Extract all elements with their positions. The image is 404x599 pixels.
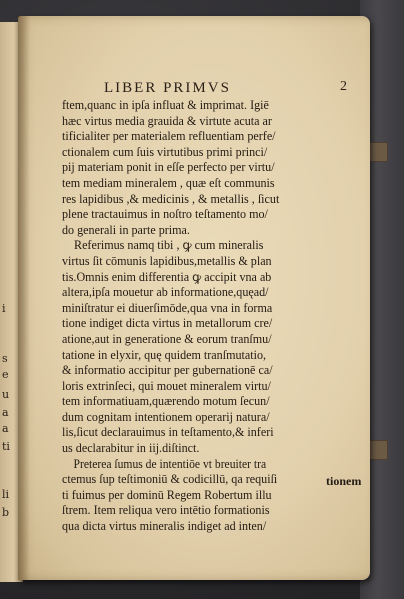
margin-fragment: i bbox=[2, 302, 6, 315]
text-line: tem mediam mineralem , quæ eſt communis bbox=[62, 175, 275, 190]
text-line: atione,aut in generatione & eorum tranſmu/ bbox=[62, 331, 272, 346]
margin-fragment: a bbox=[2, 406, 9, 419]
text-line: dum cognitam intentionem operarij natura/ bbox=[62, 409, 270, 424]
body-text bbox=[62, 98, 358, 535]
text-line: ctionalem cum ſuis virtutibus primi princi/ bbox=[62, 144, 268, 159]
page-gutter-shadow bbox=[18, 16, 30, 580]
text-line: altera,ipſa mouetur ab informatione,quęad/ bbox=[62, 285, 269, 300]
text-line: tificialiter per materialem refluentiam perfe/ bbox=[62, 129, 276, 144]
paragraph-continuation bbox=[62, 254, 358, 457]
text-line: tem informatiuam,quærendo motum ſecun/ bbox=[62, 394, 270, 409]
margin-fragment: a bbox=[2, 422, 9, 435]
text-line: res lapidibus ,& medicinis , & metallis , ſicut bbox=[62, 191, 280, 206]
text-line: ctemus ſup teſtimoniū & codicillū, qa requiſi bbox=[62, 472, 278, 487]
paragraph bbox=[62, 98, 358, 238]
margin-fragment: li bbox=[2, 488, 10, 501]
text-line: pij materiam ponit in eſſe perfecto per virtu/ bbox=[62, 160, 275, 175]
text-line: loris extrinſeci, qui mouet mineralem virtu/ bbox=[62, 378, 271, 393]
text-line: Referimus namq tibi , ꝙ cum mineralis bbox=[74, 238, 264, 253]
paragraph bbox=[62, 457, 358, 535]
paragraph bbox=[62, 238, 358, 254]
text-line: tis.Omnis enim differentia ꝙ accipit vna ab bbox=[62, 269, 272, 284]
text-line: ſtrem. Item reliqua vero intētio formationis bbox=[62, 503, 270, 518]
margin-fragment: s bbox=[2, 352, 8, 365]
text-line: Preterea ſumus de intentiōe vt breuiter tra bbox=[73, 456, 267, 471]
running-head: LIBER PRIMVS bbox=[104, 80, 231, 96]
text-line: plene tractauimus in noſtro teſtamento mo/ bbox=[62, 207, 268, 222]
text-line: qua dicta virtus mineralis indiget ad inten/ bbox=[62, 519, 267, 534]
text-line: do generali in parte prima. bbox=[62, 222, 190, 237]
page-number: 2 bbox=[340, 79, 347, 94]
text-line: lis,ſicut declarauimus in teſtamento,& inferi bbox=[62, 425, 274, 440]
margin-fragment: ti bbox=[2, 440, 10, 453]
text-line: tatione in elyxir, quę quidem tranſmutatio, bbox=[62, 347, 267, 362]
margin-fragment: u bbox=[2, 388, 10, 401]
catchword: tionem bbox=[326, 474, 362, 488]
text-line: hæc virtus media grauida & virtute acuta ar bbox=[62, 113, 272, 128]
text-line: virtus ſit cōmunis lapidibus,metallis & plan bbox=[62, 253, 272, 268]
text-line: ftem,quanc in ipſa influat & imprimat. Igiē bbox=[62, 98, 269, 112]
text-line: us declarabitur in iij.diſtinct. bbox=[62, 441, 200, 456]
margin-fragment: b bbox=[2, 506, 10, 519]
text-line: miniſtratur ei diuerſimōde,qua vna in forma bbox=[62, 300, 273, 315]
text-line: & informatio accipitur per gubernationē ca/ bbox=[62, 363, 273, 378]
text-line: tione indiget dicta virtus in metallorum cre/ bbox=[62, 316, 273, 331]
text-line: ti fuimus per dominū Regem Robertum illu bbox=[62, 487, 272, 502]
margin-fragment: e bbox=[2, 368, 9, 381]
